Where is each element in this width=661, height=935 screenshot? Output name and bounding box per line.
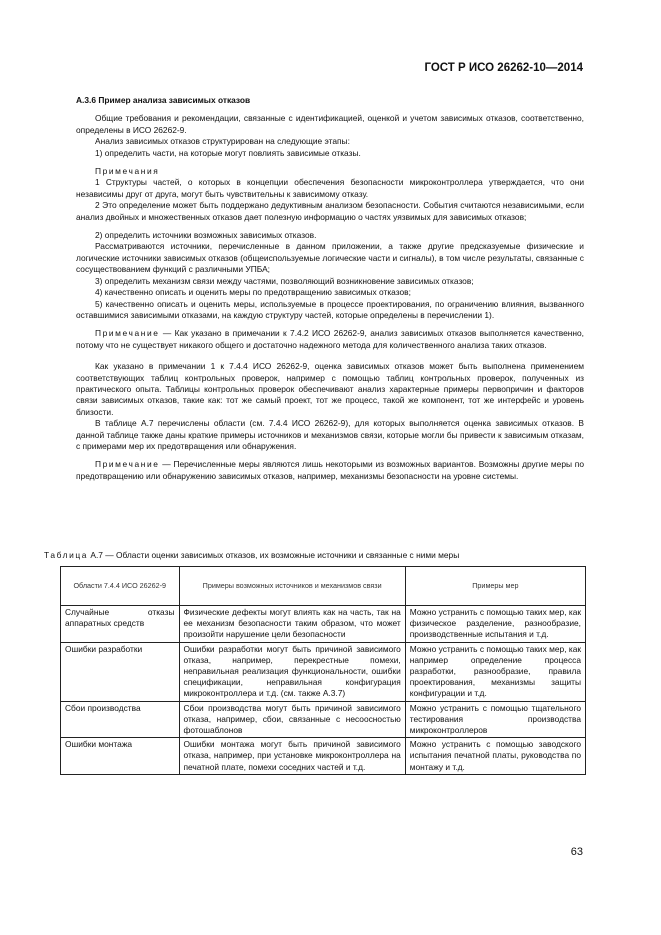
step-item: 3) определить механизм связи между частями, позволяющий возникновение зависимых отказов;: [95, 275, 474, 286]
notes-label: Примечания: [95, 166, 160, 177]
note-paragraph: Примечание — Как указано в примечании к 7.4.2 ИСО 26262-9, анализ зависимых отказов выполняется качественно, потому что не существует никакого общего и достаточно надежного метода для количественного анализа таких отказов.: [76, 328, 584, 350]
paragraph: 1) определить части, на которые могут повлиять зависимые отказы.: [95, 147, 361, 158]
table-cell: Можно устранить с помощью таких мер, как например определение процесса разработки, разнообразие, правила проектирования, механизмы защиты конфигурации и т.д.: [405, 642, 585, 701]
table-row: [61, 606, 586, 643]
step-item: 2) определить источники возможных зависимых отказов.: [95, 230, 317, 241]
table-row: [61, 642, 586, 701]
table-header-row: [61, 567, 586, 606]
table-cell: Можно устранить с помощью тщательного тестирования производства микроконтроллеров: [405, 701, 585, 738]
table-cell: Ошибки разработки могут быть причиной зависимого отказа, например, перекрестные помехи, неправильная реализация функциональности, ошибки спецификации, неправильная конфигурация микроконтроллера и т.д. (см. также А.3.7): [179, 642, 405, 701]
page-number: 63: [570, 846, 583, 858]
table-cell: Ошибки монтажа: [61, 738, 180, 775]
table-row: [61, 738, 586, 775]
paragraph: Как указано в примечании 1 к 7.4.4 ИСО 26262-9, оценка зависимых отказов может быть выполнена применением соответствующих таблиц контрольных проверок, например с помощью таблиц контрольных проверок, полученных из практического опыта. Таблицы контрольных проверок обеспечивают анализ характерные примеры первопричин и факторов связи зависимых отказов, такие как: тот же самый проект, тот же процесс, такой же компонент, тот же интерфейс и уровень близости.: [76, 361, 584, 417]
section-heading: А.3.6 Пример анализа зависимых отказов: [76, 95, 251, 105]
table-cell: Ошибки разработки: [61, 642, 180, 701]
paragraph: Рассматриваются источники, перечисленные в данном приложении, а также другие предсказуемые физические и логические источники зависимых отказов (общеиспользуемые логические части и сигналы), в том числе результаты, связанные с сосуществованием функций с различными УПБА;: [76, 241, 584, 275]
note-item: 2 Это определение может быть поддержано дедуктивным анализом безопасности. События считаются независимыми, если анализ двойных и множественных отказов дает полезную информацию о частях уязвимых для зависимых отказов;: [76, 200, 584, 222]
table-cell: Можно устранить с помощью таких мер, как физическое разделение, разнообразие, производственные испытания и т.д.: [405, 606, 585, 643]
table-cell: Можно устранить с помощью заводского испытания печатной платы, руководства по монтажу и т.д.: [405, 738, 585, 775]
step-item: 5) качественно описать и оценить меры, используемые в процессе проектирования, по ограничению влияния, вызванного оставшимися зависимыми отказами, на каждую структуру частей, которые определены в перечислении 1).: [76, 298, 584, 320]
table-cell: Ошибки монтажа могут быть причиной зависимого отказа, например, при установке микроконтроллера на печатной плате, помехи соседних частей и т.д.: [179, 738, 405, 775]
table-cell: Физические дефекты могут влиять как на часть, так на ее механизм безопасности таким образом, что может произойти нарушение цели безопасности: [179, 606, 405, 643]
table-row: [61, 701, 586, 738]
document-header: ГОСТ Р ИСО 26262-10—2014: [424, 62, 583, 74]
section-body: [76, 95, 584, 482]
note-item: 1 Структуры частей, о которых в концепции обеспечения безопасности микроконтроллера утверждается, что они независимы друг от друга, могут быть чувствительны к зависимому отказу.: [76, 177, 584, 199]
paragraph: В таблице А.7 перечислены области (см. 7.4.4 ИСО 26262-9), для которых выполняется оценка зависимых отказов. В данной таблице также даны краткие примеры источников и механизмов связи, которые могли бы привести к зависимым отказам, с примерами мер их предотвращения или обнаружения.: [76, 418, 584, 451]
table-cell: Сбои производства: [61, 701, 180, 738]
column-header: Примеры возможных источников и механизмов связи: [179, 567, 405, 606]
step-item: 4) качественно описать и оценить меры по предотвращению зависимых отказов;: [95, 287, 411, 298]
note-paragraph: Примечание — Перечисленные меры являются лишь некоторыми из возможных вариантов. Возможны другие меры по предотвращению или обнаружению зависимых отказов, например, механизмы безопасности на уровне системы.: [76, 459, 584, 481]
table-caption: Таблица А.7 — Области оценки зависимых отказов, их возможные источники и связанные с ними меры: [44, 550, 460, 560]
table-cell: Случайные отказы аппаратных средств: [61, 606, 180, 643]
paragraph: Анализ зависимых отказов структурирован на следующие этапы:: [95, 136, 350, 147]
column-header: Примеры мер: [405, 567, 585, 606]
table-cell: Сбои производства могут быть причиной зависимого отказа, например, сбои, связанные с несоосностью фотошаблонов: [179, 701, 405, 738]
column-header: Области 7.4.4 ИСО 26262-9: [61, 567, 180, 606]
paragraph: Общие требования и рекомендации, связанные с идентификацией, оценкой и учетом зависимых отказов, соответственно, определены в ИСО 26262-9.: [76, 113, 584, 135]
dependent-failures-table: [60, 566, 586, 775]
